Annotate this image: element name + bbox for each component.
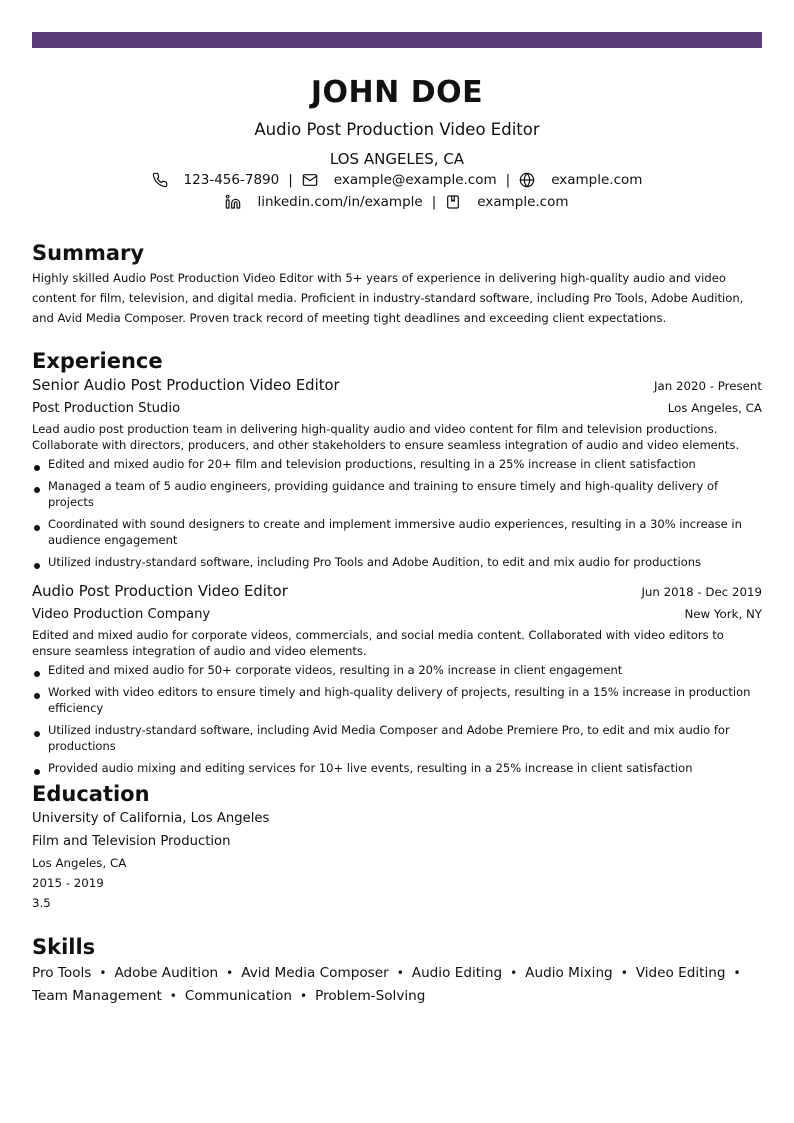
skill-separator: •	[169, 989, 177, 1003]
education-dates: 2015 - 2019	[32, 876, 104, 890]
candidate-name: JOHN DOE	[310, 75, 484, 110]
linkedin-link[interactable]: linkedin.com/in/example	[257, 194, 423, 210]
email-link[interactable]: example@example.com	[333, 172, 497, 188]
skill-item: Communication	[184, 988, 293, 1004]
job-bullets	[32, 662, 762, 776]
skills-section	[32, 934, 762, 1008]
job-company: Post Production Studio	[32, 401, 181, 416]
list-item: Edited and mixed audio for 50+ corporate videos, resulting in a 20% increase in client engagement	[32, 662, 762, 678]
contact-row-secondary	[32, 191, 762, 213]
job-bullets	[32, 456, 762, 570]
skill-separator: •	[733, 966, 741, 980]
education-location: Los Angeles, CA	[32, 856, 127, 870]
skill-separator: •	[510, 966, 518, 980]
job-description: Lead audio post production team in delivering high-quality audio and video content for film and television productions. Collaborate with directors, producers, and other stakeholders to ensure seamless integration of audio and video elements.	[32, 422, 740, 452]
skill-item: Team Management	[32, 988, 162, 1004]
skill-separator: •	[226, 966, 234, 980]
skill-item: Audio Mixing	[525, 965, 613, 981]
education-section	[32, 781, 762, 913]
summary-text: Highly skilled Audio Post Production Video Editor with 5+ years of experience in delivering high-quality audio and video content for film, television, and digital media. Proficient in industry-standard software, including Pro Tools, Adobe Audition, and Avid Media Composer. Proven track record of meeting tight deadlines and exceeding client expectations.	[32, 271, 744, 325]
job-dates: Jun 2018 - Dec 2019	[641, 585, 762, 599]
contact-row-primary	[32, 169, 762, 191]
phone-number[interactable]: 123-456-7890	[183, 172, 280, 188]
portfolio-link[interactable]: example.com	[477, 194, 569, 210]
education-gpa: 3.5	[32, 896, 51, 910]
skill-separator: •	[99, 966, 107, 980]
section-heading: Experience	[32, 349, 163, 373]
candidate-location: LOS ANGELES, CA	[329, 150, 465, 168]
skill-item: Video Editing	[635, 965, 726, 981]
skill-item: Adobe Audition	[114, 965, 219, 981]
list-item: Worked with video editors to ensure timely and high-quality delivery of projects, resulting in a 15% increase in production efficiency	[32, 684, 762, 716]
job-company: Video Production Company	[32, 607, 211, 622]
job-title: Senior Audio Post Production Video Editor	[32, 377, 340, 394]
experience-section	[32, 348, 762, 782]
linkedin-icon	[225, 194, 241, 210]
list-item: Edited and mixed audio for 20+ film and television productions, resulting in a 25% increase in client satisfaction	[32, 456, 762, 472]
job-dates: Jan 2020 - Present	[654, 379, 762, 393]
list-item: Managed a team of 5 audio engineers, providing guidance and training to ensure timely and high-quality delivery of projects	[32, 478, 762, 510]
phone-icon	[152, 172, 168, 188]
skills-list	[32, 962, 762, 1008]
education-school: University of California, Los Angeles	[32, 811, 270, 826]
job-location: Los Angeles, CA	[667, 401, 762, 415]
education-field: Film and Television Production	[32, 834, 231, 849]
bookmark-icon	[445, 194, 461, 210]
job-entry	[32, 582, 762, 776]
summary-section	[32, 240, 762, 328]
list-item: Utilized industry-standard software, including Avid Media Composer and Adobe Premiere Pro, to edit and mix audio for productions	[32, 722, 762, 754]
section-heading: Summary	[32, 241, 145, 265]
skill-item: Pro Tools	[32, 965, 92, 981]
skill-separator: •	[396, 966, 404, 980]
list-item: Coordinated with sound designers to create and implement immersive audio experiences, resulting in a 30% increase in audience engagement	[32, 516, 762, 548]
skill-item: Avid Media Composer	[241, 965, 389, 981]
separator: |	[431, 194, 437, 210]
candidate-title: Audio Post Production Video Editor	[254, 120, 540, 139]
section-heading: Education	[32, 782, 150, 806]
resume-header	[32, 74, 762, 213]
skill-item: Audio Editing	[411, 965, 503, 981]
list-item: Utilized industry-standard software, including Pro Tools and Adobe Audition, to edit and mix audio for productions	[32, 554, 762, 570]
job-description: Edited and mixed audio for corporate videos, commercials, and social media content. Collaborated with video editors to ensure seamless integration of audio and video elements.	[32, 628, 724, 658]
skill-item: Problem-Solving	[315, 988, 426, 1004]
job-entry	[32, 376, 762, 570]
job-title: Audio Post Production Video Editor	[32, 583, 288, 600]
mail-icon	[302, 172, 318, 188]
section-heading: Skills	[32, 935, 96, 959]
skill-separator: •	[300, 989, 308, 1003]
globe-icon	[519, 172, 535, 188]
list-item: Provided audio mixing and editing services for 10+ live events, resulting in a 25% increase in client satisfaction	[32, 760, 762, 776]
website-link[interactable]: example.com	[551, 172, 643, 188]
separator: |	[288, 172, 293, 188]
accent-bar	[32, 32, 762, 48]
skill-separator: •	[620, 966, 628, 980]
job-location: New York, NY	[684, 607, 762, 621]
separator: |	[505, 172, 511, 188]
